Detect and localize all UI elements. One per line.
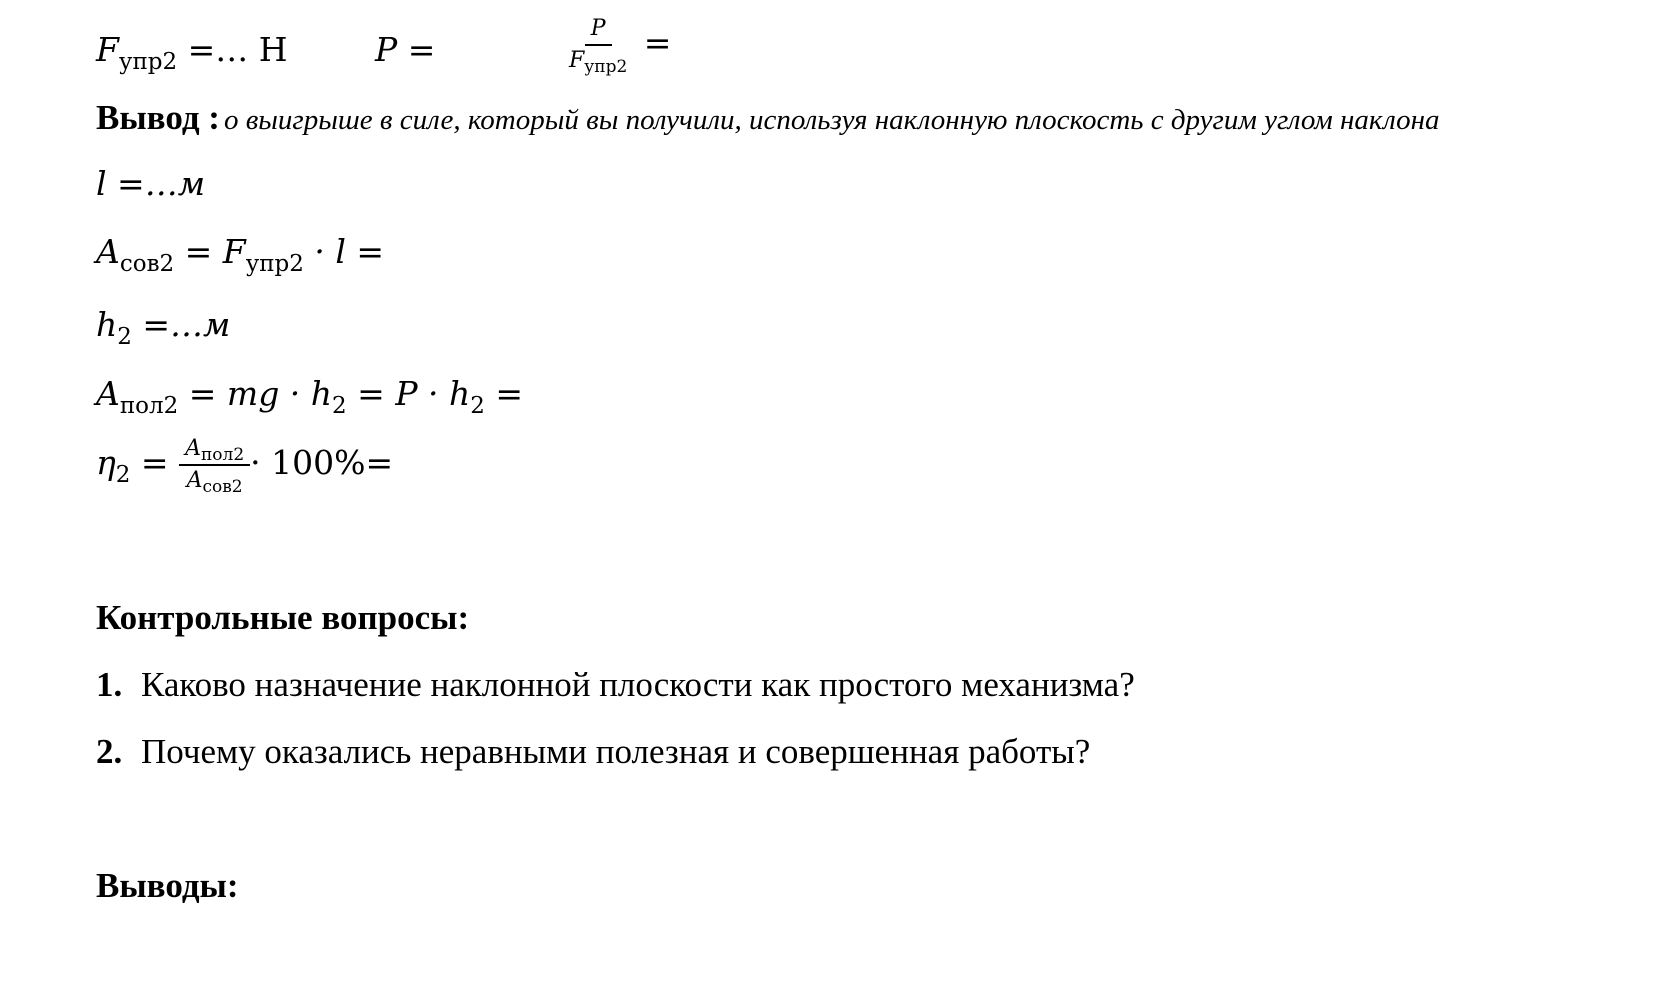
question-number: 1. [96,665,123,704]
formula-height: $h_2$ =…м [96,305,231,350]
control-questions-heading: Контрольные вопросы: [96,598,470,637]
list-item [96,732,1090,772]
fraction: $\frac{P}{F_{упр2}}$ [569,16,628,77]
list-item [96,665,1135,705]
formula-spring-force: $F_{упр2}$ =… Н [96,30,288,75]
question-text: Каково назначение наклонной плоскости как простого механизма? [141,665,1135,704]
formula-weight-lhs: P = [375,30,436,69]
question-number: 2. [96,732,123,771]
formula-efficiency: $\eta_2$ = $\frac{A_{пол2}}{A_{сов2}}$ · 100%= [96,436,394,497]
formula-total-work: $A_{сов2} = F_{упр2} \cdot l$ = [96,232,385,277]
formula-force-gain-fraction: $\frac{P}{F_{упр2}}$ = [563,16,671,74]
conclusion-line [96,98,1439,138]
formula-useful-work: $A_{пол2}$ = mg · $h_2 = P \cdot h_2$ = [96,374,524,419]
formula-length: l =…м [96,164,206,203]
question-text: Почему оказались неравными полезная и совершенная работы? [141,732,1091,771]
conclusions-heading: Выводы: [96,866,239,905]
efficiency-fraction: $\frac{A_{пол2}}{A_{сов2}}$ [179,436,250,494]
conclusion-label: Вывод : [96,98,220,137]
conclusion-text: о выигрыше в силе, который вы получили, используя наклонную плоскость с другим углом наклона [223,104,1440,136]
